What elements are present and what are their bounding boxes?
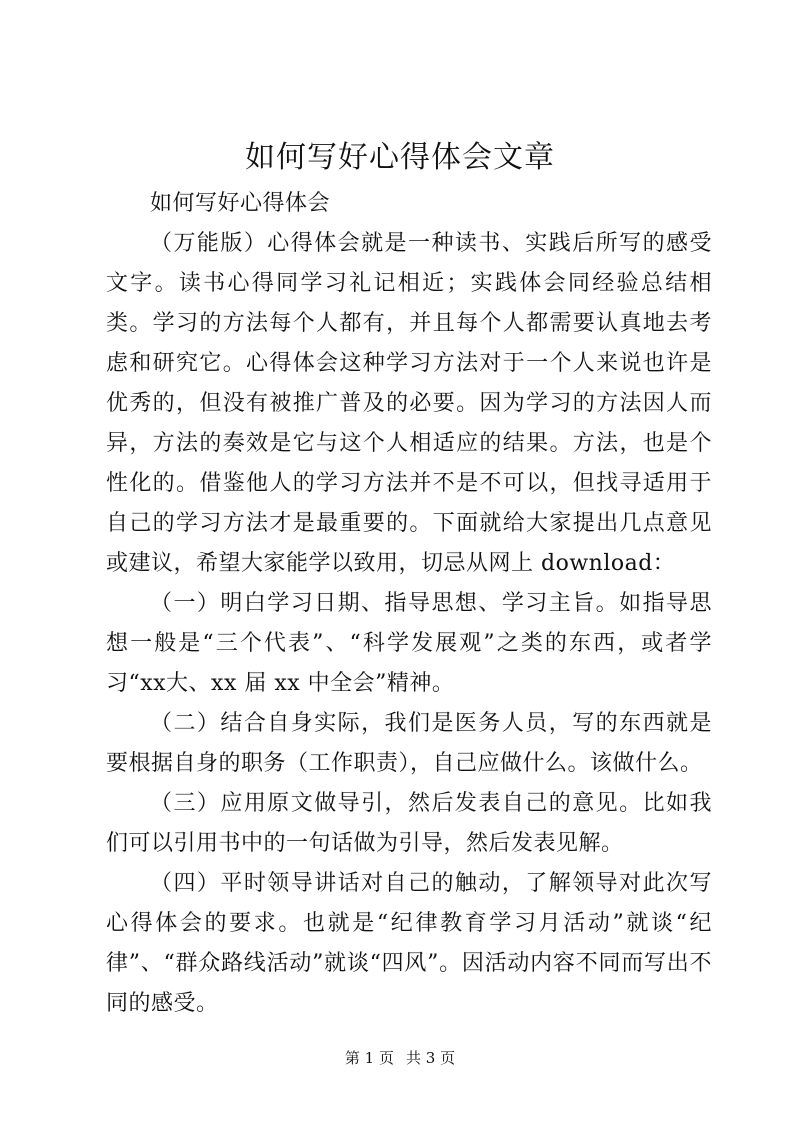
page-footer xyxy=(0,1048,800,1068)
page-title: 如何写好心得体会文章 xyxy=(245,140,555,175)
page-number: 第 1 页 xyxy=(344,1049,394,1067)
page-total: 共 3 页 xyxy=(406,1049,456,1067)
subtitle: 如何写好心得体会 xyxy=(150,191,331,216)
paragraph-point-3: （三）应用原文做导引，然后发表自己的意见。比如我们可以引用书中的一句话做为引导，然后发表见解。 xyxy=(106,791,712,856)
paragraph-point-2: （二）结合自身实际，我们是医务人员，写的东西就是要根据自身的职务（工作职责），自己应做什么。该做什么。 xyxy=(106,711,712,776)
paragraph-point-4: （四）平时领导讲话对自己的触动，了解领导对此次写心得体会的要求。也就是“纪律教育学习月活动”就谈“纪律”、“群众路线活动”就谈“四风”。因活动内容不同而写出不同的感受。 xyxy=(106,871,712,1016)
paragraph-intro: （万能版）心得体会就是一种读书、实践后所写的感受文字。读书心得同学习礼记相近；实践体会同经验总结相类。学习的方法每个人都有，并且每个人都需要认真地去考虑和研究它。心得体会这种学习方法对于一个人来说也许是优秀的，但没有被推广普及的必要。因为学习的方法因人而异，方法的奏效是它与这个人相适应的结果。方法，也是个性化的。借鉴他人的学习方法并不是不可以，但找寻适用于自己的学习方法才是最重要的。下面就给大家提出几点意见或建议，希望大家能学以致用，切忌从网上 download： xyxy=(106,231,712,576)
paragraph-point-1: （一）明白学习日期、指导思想、学习主旨。如指导思想一般是“三个代表”、“科学发展观”之类的东西，或者学习“xx大、xx 届 xx 中全会”精神。 xyxy=(106,591,712,696)
document-body xyxy=(106,184,712,1024)
